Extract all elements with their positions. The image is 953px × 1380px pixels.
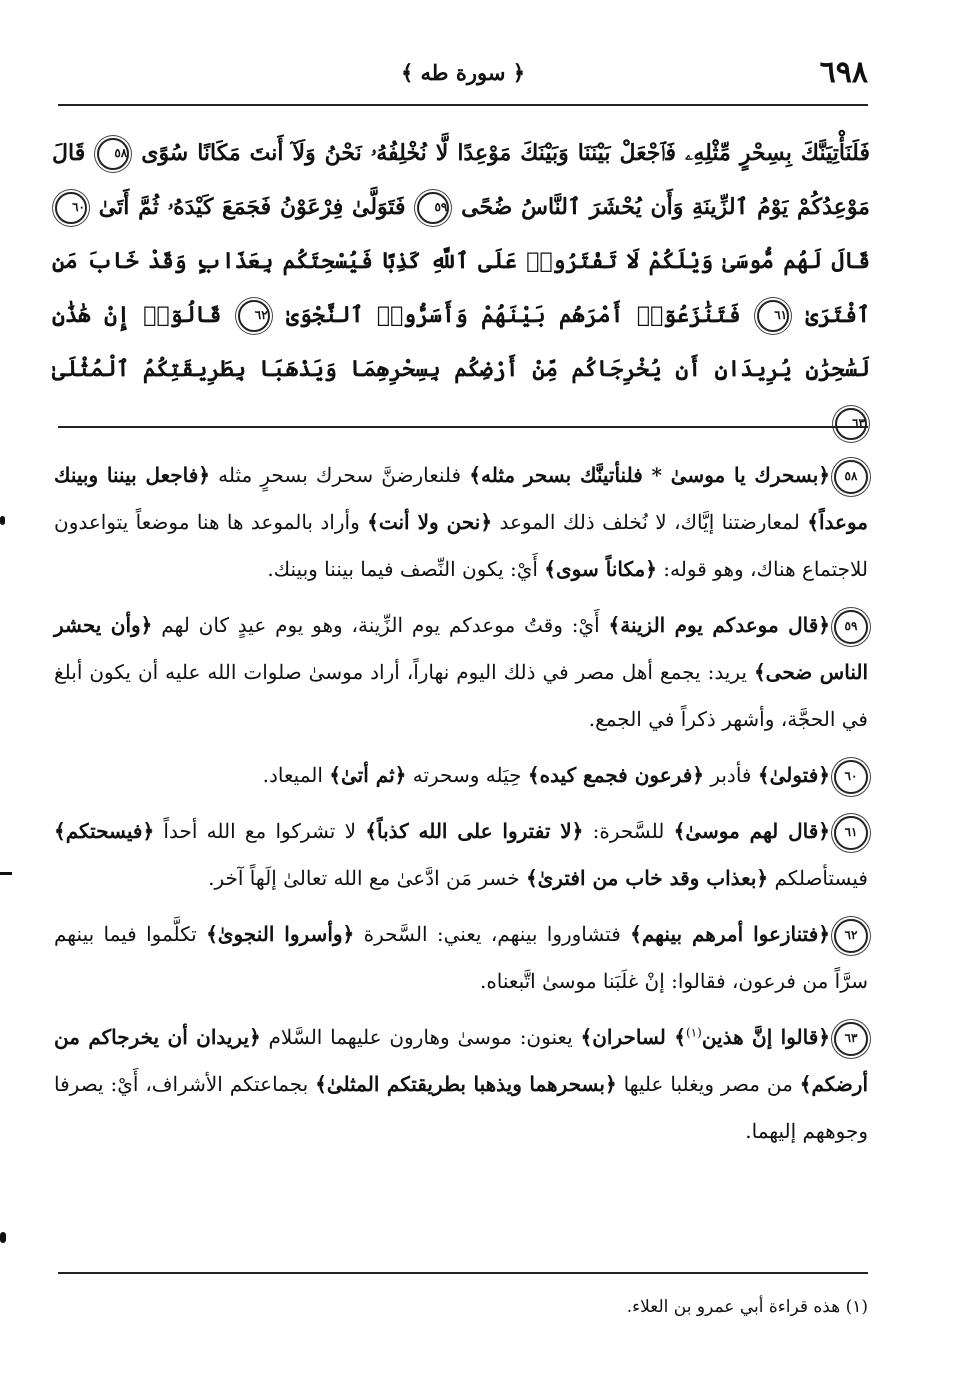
verse-number-marker: ٥٩ [417, 192, 449, 224]
quoted-verse-phrase: ﴿لا تفتروا على الله كذباً﴾ [365, 819, 584, 843]
verse-number-marker: ٦٣ [835, 408, 867, 440]
commentary-text: لمعارضتنا إيَّاك، لا نُخلف ذلك الموعد [492, 510, 808, 534]
commentary-text: حِيَله وسحرته [406, 763, 528, 787]
quoted-verse-phrase: ﴿فيسحتكم﴾ [54, 819, 155, 843]
surah-title: ﴿ سورة طه ﴾ [400, 60, 526, 85]
quoted-verse-phrase: ﴿فاجعل بيننا وبينك موعداً﴾ [54, 463, 869, 534]
quoted-verse-phrase: ﴿قالوا إنَّ هذين [701, 1025, 831, 1049]
verse-number-badge: ٦٠ [834, 760, 868, 794]
page-number: ٦٩٨ [819, 55, 868, 90]
commentary-text: يريد: يجمع أهل مصر في ذلك اليوم نهاراً، أراد موسىٰ صلوات الله عليه أن يكون أبلغ في الحجَّة، وأشهر ذكراً في الجمع. [54, 660, 868, 731]
commentary-paragraph [54, 602, 868, 743]
scan-mark [0, 516, 5, 525]
commentary-text: خسر مَن ادَّعىٰ مع الله تعالىٰ إلَهاً آخر. [208, 866, 526, 890]
header-divider [58, 104, 868, 106]
quoted-verse-phrase: ﴿فرعون فجمع كيده﴾ [527, 763, 704, 787]
quran-divider [58, 426, 868, 428]
commentary-paragraph [54, 752, 868, 799]
commentary-text: الميعاد. [262, 763, 330, 787]
commentary-text: لا تشركوا مع الله أحداً [154, 819, 366, 843]
commentary-text: بجماعتكم الأشراف، أَيْ: يصرفا وجوههم إليهما. [54, 1072, 868, 1143]
commentary-text: من مصر ويغلبا عليها [616, 1072, 800, 1096]
commentary-text: فلنعارضنَّ سحرك بسحرٍ مثله [209, 463, 470, 487]
quoted-verse-phrase: ﴿يريدان أن يخرجاكم من أرضكم﴾ [54, 1025, 869, 1096]
scan-mark [0, 1232, 6, 1243]
commentary-paragraph [54, 911, 868, 1005]
quoted-verse-phrase: ﴿نحن ولا أنت﴾ [367, 510, 493, 534]
footnote: (١) هذه قراءة أبي عمرو بن العلاء. [626, 1297, 868, 1317]
verse-number-marker: ٥٨ [97, 138, 129, 170]
quoted-verse-phrase: ﴿مكاناً سوى﴾ [544, 557, 657, 581]
quoted-verse-phrase: ﴿بسحرك يا موسىٰ * فلنأتينَّك بسحر مثله﴾ [469, 463, 830, 487]
commentary-text: تكلَّموا فيما بينهم سرَّاً من فرعون، فقالوا: إنْ غلَبَنا موسىٰ اتَّبعناه. [54, 922, 868, 993]
quran-verse: فَتَنَٰزَعُوٓا۟ أَمْرَهُم بَيْنَهُمْ وَأَسَرُّوا۟ ٱلنَّجْوَىٰ [286, 302, 741, 328]
commentary-text: أَيْ: وقتُ موعدكم يوم الزِّينة، وهو يوم عيدٍ كان لهم [152, 613, 609, 637]
quoted-verse-phrase: ﴿قال لهم موسىٰ﴾ [673, 819, 831, 843]
commentary-paragraph [54, 452, 868, 593]
quran-verse: فَلَنَأْتِيَنَّكَ بِسِحْرٍ مِّثْلِهِۦ فَٱجْعَلْ بَيْنَنَا وَبَيْنَكَ مَوْعِدًا لَّا نُخْلِفُهُۥ نَحْنُ وَلَآ أَنتَ مَكَانًا سُوًى [141, 140, 870, 166]
quoted-verse-phrase: ﴿وأسروا النجوىٰ﴾ [206, 922, 355, 946]
quoted-verse-phrase: ﴿فتنازعوا أمرهم بينهم﴾ [630, 922, 830, 946]
commentary-text: وأراد بالموعد ها هنا موضعاً يتواعدون للاجتماع هناك، وهو قوله: [54, 510, 868, 581]
quoted-verse-phrase: ﴿ثم أتىٰ﴾ [329, 763, 407, 787]
commentary-text: للسَّحرة: [583, 819, 674, 843]
verse-number-marker: ٦٠ [55, 192, 87, 224]
quoted-verse-phrase: ﴾ لساحران﴾ [580, 1025, 686, 1049]
verse-number-marker: ٦١ [757, 300, 789, 332]
commentary-text: أَيْ: يكون النِّصف فيما بيننا وبينك. [267, 557, 545, 581]
quran-verse: قَالَ لَهُم مُّوسَىٰ وَيْلَكُمْ لَا تَفْتَرُوا۟ عَلَى ٱللَّهِ كَذِبًا فَيُسْحِتَكُم بِعَذَابٍ وَقَدْ خَابَ مَنِ ٱفْتَرَىٰ [52, 248, 870, 328]
footnote-reference: (١) [685, 1025, 702, 1040]
quoted-verse-phrase: ﴿بسحرهما ويذهبا بطريقتكم المثلىٰ﴾ [315, 1072, 617, 1096]
quoted-verse-phrase: ﴿فتولىٰ﴾ [757, 763, 830, 787]
page-header [58, 52, 868, 94]
quran-verse: قَالُوٓا۟ إِنْ هَٰذَٰنِ لَسَٰحِرَٰنِ يُرِيدَانِ أَن يُخْرِجَاكُم مِّنْ أَرْضِكُم بِسِحْرِهِمَا وَيَذْهَبَا بِطَرِيقَتِكُمُ ٱلْمُثْلَىٰ [52, 302, 870, 382]
quran-text [52, 126, 870, 450]
quran-verse: فَتَوَلَّىٰ فِرْعَوْنُ فَجَمَعَ كَيْدَهُۥ ثُمَّ أَتَىٰ [98, 194, 406, 220]
verse-number-badge: ٥٨ [834, 460, 868, 494]
verse-number-badge: ٦٣ [834, 1022, 868, 1056]
commentary-text: يعنون: موسىٰ وهارون عليهما السَّلام [260, 1025, 581, 1049]
quoted-verse-phrase: ﴿قال موعدكم يوم الزينة﴾ [608, 613, 830, 637]
verse-number-badge: ٥٩ [834, 610, 868, 644]
commentary-paragraph [54, 808, 868, 902]
commentary-text: فيستأصلكم [768, 866, 868, 890]
verse-number-badge: ٦٢ [834, 919, 868, 953]
commentary-text: فأدبر [703, 763, 758, 787]
quoted-verse-phrase: ﴿وأن يحشر الناس ضحى﴾ [54, 613, 868, 684]
commentary-paragraph [54, 1014, 868, 1155]
verse-number-badge: ٦١ [834, 816, 868, 850]
verse-number-marker: ٦٢ [238, 300, 270, 332]
commentary [54, 452, 868, 1164]
footnote-divider [58, 1272, 868, 1274]
quran-verse: قَالَ مَوْعِدُكُمْ يَوْمُ ٱلزِّينَةِ وَأَن يُحْشَرَ ٱلنَّاسُ ضُحًى [52, 140, 870, 220]
scan-mark [0, 872, 12, 875]
quoted-verse-phrase: ﴿بعذاب وقد خاب من افترىٰ﴾ [525, 866, 769, 890]
commentary-text: فتشاوروا بينهم، يعني: السَّحرة [354, 922, 631, 946]
